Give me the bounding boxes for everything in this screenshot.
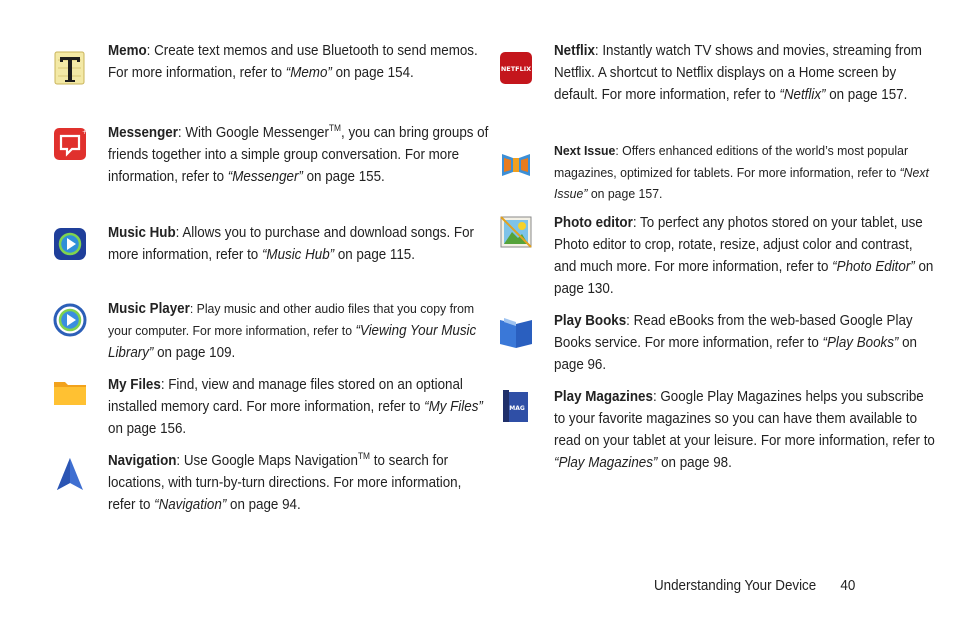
entry-text: Play Books: Read eBooks from the web-based Google Play Books service. For more information, refer to “Play Books” on page 96. xyxy=(554,313,917,373)
play-magazines-icon xyxy=(498,388,534,424)
entry-netflix xyxy=(498,40,922,140)
entry-messenger xyxy=(52,122,489,216)
entry-text: Memo: Create text memos and use Bluetooth to send memos. For more information, refer to “Memo” on page 154. xyxy=(108,43,478,81)
music-player-icon xyxy=(52,302,88,338)
cross-reference-link[interactable]: “My Files” xyxy=(424,399,483,415)
entry-text: Navigation: Use Google Maps Navigation™ to search for locations, with turn-by-turn directions. For more information, refer to “Navigation” on page 94. xyxy=(108,451,462,513)
entry-text: Netflix: Instantly watch TV shows and movies, streaming from Netflix. A shortcut to Netflix displays on a Home screen by default. For more information, refer to “Netflix” on page 157. xyxy=(554,43,922,103)
entry-text: Music Player: Play music and other audio files that you copy from your computer. For more information, refer to “Viewing Your Music Library” on page 109. xyxy=(108,301,477,361)
entry-title: Next Issue xyxy=(554,143,616,158)
navigation-icon xyxy=(52,456,88,492)
entry-text: Photo editor: To perfect any photos stored on your tablet, use Photo editor to crop, rotate, resize, adjust color and contrast, and much more. For more information, refer to “Photo Editor” on page 130. xyxy=(554,215,934,297)
entry-title: My Files xyxy=(108,377,161,393)
entry-title: Messenger xyxy=(108,125,178,141)
page-footer xyxy=(654,578,855,594)
entry-navigation xyxy=(52,450,462,540)
svg-text:+: + xyxy=(82,129,88,136)
entry-title: Play Books xyxy=(554,313,627,329)
music-hub-icon xyxy=(52,226,88,262)
entry-title: Photo editor xyxy=(554,215,633,231)
cross-reference-link[interactable]: “Next Issue” xyxy=(554,164,929,201)
entry-my-files xyxy=(52,374,483,450)
footer-section-title: Understanding Your Device xyxy=(654,578,817,594)
cross-reference-link[interactable]: “Music Hub” xyxy=(261,247,335,263)
entry-play-books xyxy=(498,310,917,386)
entry-next-issue xyxy=(498,140,929,212)
play-books-icon xyxy=(498,314,534,350)
next-issue-icon xyxy=(498,146,534,182)
entry-music-hub xyxy=(52,222,475,298)
my-files-icon xyxy=(52,374,88,410)
entry-title: Memo xyxy=(108,43,147,59)
photo-editor-icon xyxy=(498,214,534,250)
cross-reference-link[interactable]: “Memo” xyxy=(285,65,332,81)
entry-title: Navigation xyxy=(108,453,177,469)
netflix-logo-text: NETFLIX xyxy=(500,65,532,73)
entry-text: My Files: Find, view and manage files stored on an optional installed memory card. For more information, refer to “My Files” on page 156. xyxy=(108,377,483,437)
entry-title: Play Magazines xyxy=(554,389,653,405)
cross-reference-link[interactable]: “Viewing Your Music Library” xyxy=(108,323,477,361)
cross-reference-link[interactable]: “Photo Editor” xyxy=(832,259,915,275)
entry-photo-editor xyxy=(498,212,934,310)
entry-title: Netflix xyxy=(554,43,595,59)
left-column xyxy=(52,40,489,540)
entry-play-magazines xyxy=(498,386,935,498)
cross-reference-link[interactable]: “Play Books” xyxy=(822,335,899,351)
cross-reference-link[interactable]: “Messenger” xyxy=(227,169,303,185)
entry-title: Music Player xyxy=(108,301,190,317)
netflix-icon xyxy=(498,50,534,86)
entry-text: Music Hub: Allows you to purchase and download songs. For more information, refer to “Music Hub” on page 115. xyxy=(108,225,475,263)
entry-music-player xyxy=(52,298,477,372)
cross-reference-link[interactable]: “Netflix” xyxy=(779,87,826,103)
cross-reference-link[interactable]: “Play Magazines” xyxy=(554,455,658,471)
page-number: 40 xyxy=(840,578,856,594)
right-column xyxy=(498,40,935,498)
messenger-icon xyxy=(52,126,88,162)
entry-text: Next Issue: Offers enhanced editions of the world’s most popular magazines, optimized for tablets. For more information, refer to “Next Issue” on page 157. xyxy=(554,143,929,201)
memo-icon xyxy=(52,50,88,86)
entry-text: Messenger: With Google Messenger™, you can bring groups of friends together into a simple group conversation. For more information, refer to “Messenger” on page 155. xyxy=(108,123,489,185)
entry-title: Music Hub xyxy=(108,225,176,241)
magazine-cover-text: MAG xyxy=(509,405,525,412)
entry-memo xyxy=(52,40,478,122)
cross-reference-link[interactable]: “Navigation” xyxy=(154,497,227,513)
entry-text: Play Magazines: Google Play Magazines helps you subscribe to your favorite magazines so you can have them available to read on your tablet at your leisure. For more information, refer to “Play Magazines” on page 98. xyxy=(554,389,935,471)
